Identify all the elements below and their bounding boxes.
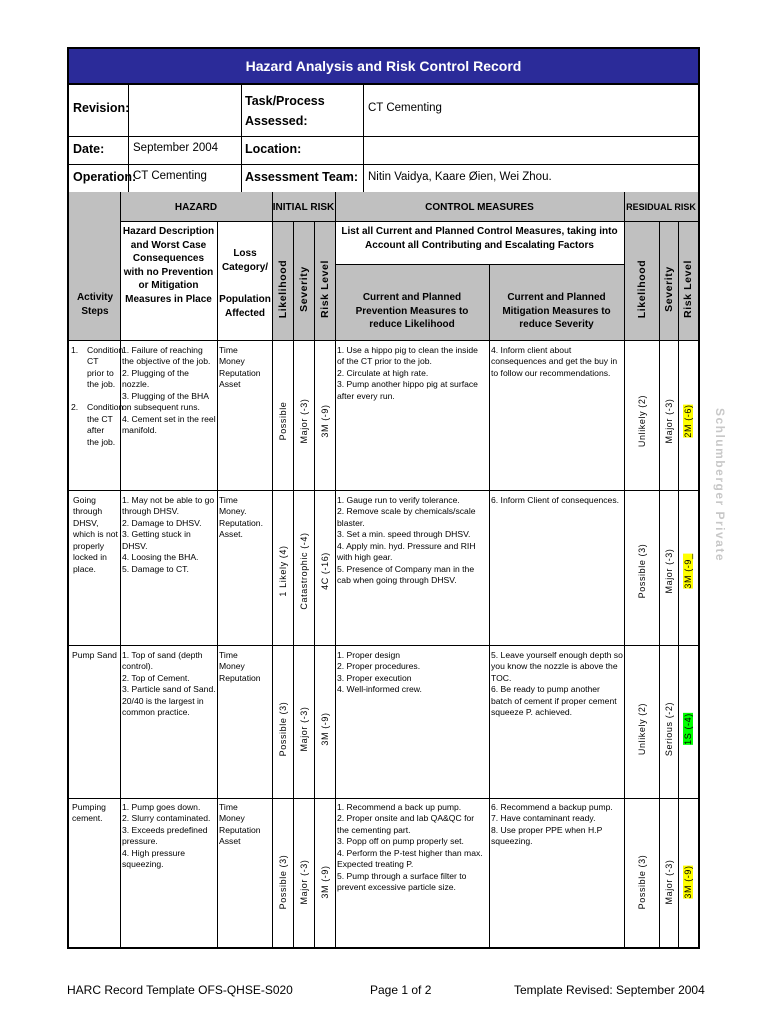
prevention-header: Current and Planned Prevention Measures to reduce Likelihood [355,292,469,330]
location-label: Location: [245,142,302,156]
prevention-cell: 1. Use a hippo pig to clean the inside of the CT prior to the job. 2. Circulate at high rate. 3. Pump another hippo pig at surface after every run. [337,345,478,401]
footer-page-number: Page 1 of 2 [370,983,432,997]
assessment-team-value: Nitin Vaidya, Kaare Øien, Wei Zhou. [368,171,552,183]
initial-severity: Catastrophic (-4) [299,532,309,610]
initial-severity: Major (-3) [299,398,309,444]
prevention-cell: 1. Recommend a back up pump. 2. Proper onsite and lab QA&QC for the cementing part. 3. Popp off on pump properly set. 4. Perform the P-test higher than max. Expected treating P. 5. Pump through a surface filter to prevent excessive particle size. [337,802,483,892]
operation-label: Operation: [73,170,137,184]
divider [120,221,698,222]
residual-risk-level: 2M (-6) [683,404,693,438]
initial-risk-header: INITIAL RISK [272,202,335,213]
activity-cell: Going through DHSV, which is not properly locked in place. [73,495,118,574]
population-affected-header: Population Affected [219,294,271,319]
activity-cell: Pumping cement. [72,802,106,824]
initial-risk-level: 3M (-9) [320,865,330,899]
divider [69,490,698,491]
mitigation-header: Current and Planned Mitigation Measures to reduce Severity [502,292,611,330]
date-label: Date: [73,142,105,156]
res-risk-level-header: Risk Level [682,260,694,318]
control-measures-header: CONTROL MEASURES [425,202,534,213]
divider [678,221,679,947]
revision-label: Revision: [73,101,130,115]
prevention-cell: 1. Proper design 2. Proper procedures. 3. Proper execution 4. Well-informed crew. [337,650,422,695]
mitigation-cell: 6. Recommend a backup pump. 7. Have contaminant ready. 8. Use proper PPE when H.P squeezing. [491,802,613,847]
divider [335,192,336,947]
hazard-header: HAZARD [174,202,218,213]
loss-cell: Time Money Reputation [219,650,261,683]
task-value: CT Cementing [368,102,442,114]
footer-template-id: HARC Record Template OFS-QHSE-S020 [67,983,293,997]
divider [69,164,698,165]
residual-severity: Serious (-2) [664,701,674,757]
residual-likelihood: Unlikely (2) [637,702,647,756]
side-watermark: Schlumberger Private [713,407,727,563]
residual-risk-level: 1S (-4) [683,713,693,745]
initial-likelihood: Possible [278,401,288,441]
divider [217,221,218,947]
footer-revised-date: Template Revised: September 2004 [514,983,705,997]
initial-likelihood: Possible (3) [278,701,288,757]
init-likelihood-header: Likelihood [277,259,289,319]
activity-cell: Pump Sand [72,650,117,660]
divider [69,340,698,341]
loss-cell: Time Money Reputation Asset [219,345,261,390]
divider [272,192,273,947]
init-severity-header: Severity [298,266,310,312]
residual-likelihood: Possible (3) [637,543,647,599]
loss-cell: Time Money Reputation Asset [219,802,261,847]
divider [293,221,294,947]
prevention-cell: 1. Gauge run to verify tolerance. 2. Remove scale by chemicals/scale blaster. 3. Set a min. speed through DHSV. 4. Apply min. hyd. Pressure and RIH with high gear. 5. Presence of Company man in the cab when going through DHSV. [337,495,476,585]
residual-risk-header: RESIDUAL RISK [626,202,696,212]
divider [69,798,698,799]
residual-risk-level: 3M (-9) [683,865,693,899]
residual-likelihood: Unlikely (2) [637,394,647,448]
divider [314,221,315,947]
divider [489,264,490,947]
res-likelihood-header: Likelihood [636,259,648,319]
loss-category-header: Loss Category/ [221,248,269,273]
residual-likelihood: Possible (3) [637,854,647,910]
date-value: September 2004 [133,142,219,154]
residual-severity: Major (-3) [664,859,674,905]
residual-severity: Major (-3) [664,398,674,444]
hazard-cell: 1. Failure of reaching the objective of the job. 2. Plugging of the nozzle. 3. Plugging of the BHA on subsequent runs. 4. Cement set in the reel manifold. [122,345,216,435]
hazard-cell: 1. Pump goes down. 2. Slurry contaminated. 3. Exceeds predefined pressure. 4. High pressure squeezing. [122,802,211,870]
initial-likelihood: 1 Likely (4) [278,545,288,597]
mitigation-cell: 4. Inform client about consequences and get the buy in to follow our recommendations. [491,345,618,378]
operation-value: CT Cementing [133,170,207,182]
control-intro-header: List all Current and Planned Control Measures, taking into Account all Contributing and Escalating Factors [341,226,618,251]
activity-steps-header: Activity Steps [76,292,114,317]
initial-risk-level: 4C (-16) [320,552,330,590]
page-title: Hazard Analysis and Risk Control Record [69,49,698,84]
divider [69,645,698,646]
divider [624,192,625,947]
mitigation-cell: 5. Leave yourself enough depth so you know the nozzle is above the TOC. 6. Be ready to pump another batch of cement if proper cement squeeze P. achieved. [491,650,623,718]
initial-severity: Major (-3) [299,706,309,752]
task-label: Task/Process Assessed: [245,94,325,128]
residual-severity: Major (-3) [664,548,674,594]
res-severity-header: Severity [663,266,675,312]
assessment-team-label: Assessment Team: [245,170,359,184]
init-risk-level-header: Risk Level [319,260,331,318]
loss-cell: Time Money. Reputation. Asset. [219,495,263,540]
divider [69,136,698,137]
activity-cell: 1. Condition CT prior to the job. 2. Condition the CT after the job. [71,345,124,447]
hazard-description-header: Hazard Description and Worst Case Consequences with no Prevention or Mitigation Measures in Place [122,226,215,305]
divider [659,221,660,947]
mitigation-cell: 6. Inform Client of consequences. [491,495,620,505]
initial-severity: Major (-3) [299,859,309,905]
loss-header-bg [217,221,272,340]
initial-risk-level: 3M (-9) [320,404,330,438]
harc-record-sheet [67,47,700,949]
divider [241,84,242,192]
divider [69,84,698,85]
divider [335,264,624,265]
residual-risk-level: 3M (-9_ [683,553,693,589]
hazard-cell: 1. May not be able to go through DHSV. 2. Damage to DHSV. 3. Getting stuck in DHSV. 4. Loosing the BHA. 5. Damage to CT. [122,495,215,574]
initial-risk-level: 3M (-9) [320,712,330,746]
divider [363,84,364,192]
divider [120,192,121,947]
initial-likelihood: Possible (3) [278,854,288,910]
hazard-cell: 1. Top of sand (depth control). 2. Top of Cement. 3. Particle sand of Sand. 20/40 is the largest in common practice. [122,650,216,718]
